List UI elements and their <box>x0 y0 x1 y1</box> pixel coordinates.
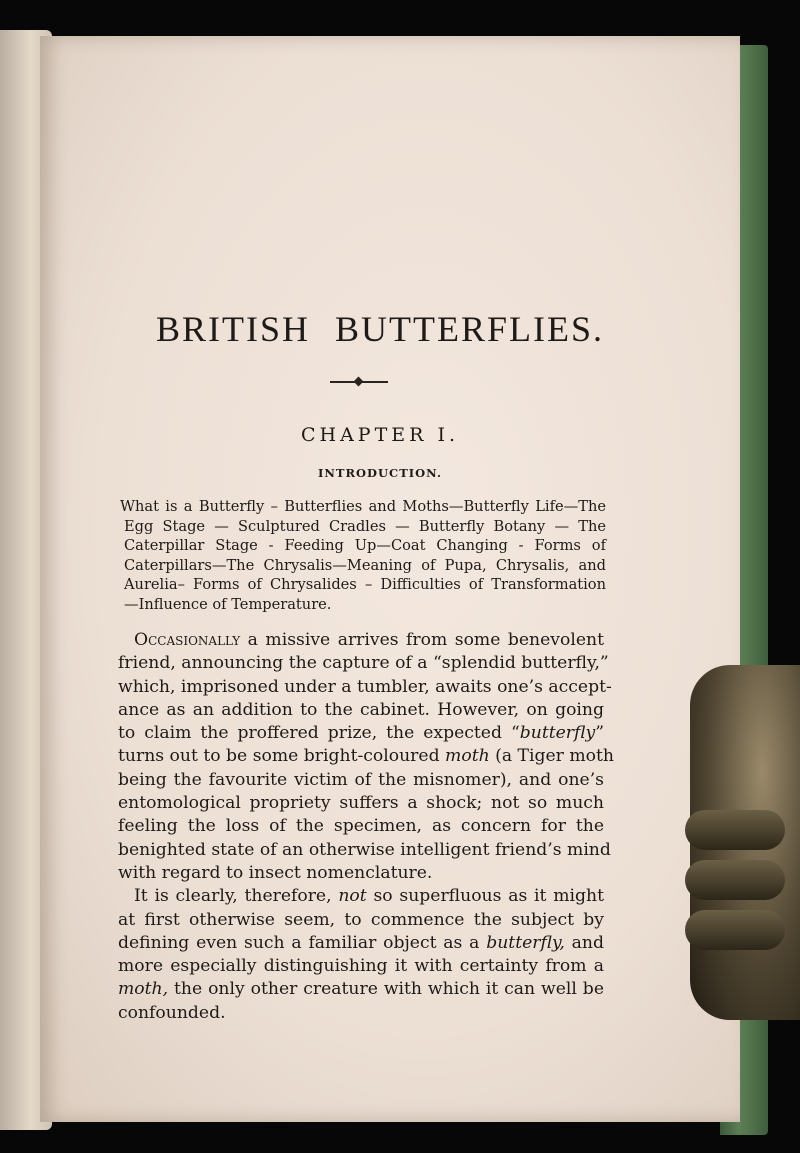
summary-line: Caterpillar Stage - Feeding Up—Coat Changing - Forms of <box>124 537 606 555</box>
body-line <box>118 909 604 932</box>
body-line <box>118 745 614 768</box>
text-run: (a Tiger moth <box>489 746 614 767</box>
text-run: being the favourite victim of the misnomer), and one’s <box>118 769 604 790</box>
italic-text: butterfly <box>519 723 596 744</box>
text-run: and <box>564 932 604 953</box>
body-line <box>118 862 604 885</box>
body-line <box>118 978 604 1001</box>
text-run: confounded. <box>118 1002 226 1023</box>
text-run: ” <box>595 723 604 744</box>
body-line <box>118 885 604 908</box>
body-line <box>118 955 604 978</box>
text-run: benighted state of an otherwise intelligent friend’s mind <box>118 839 611 860</box>
summary-line: —Influence of Temperature. <box>124 595 332 613</box>
text-run: feeling the loss of the specimen, as concern for the <box>118 816 604 837</box>
italic-text: not <box>338 886 367 907</box>
italic-text: moth, <box>118 979 169 1000</box>
summary-line: Aurelia– Forms of Chrysalides – Difficulties of Transformation <box>124 576 606 594</box>
body-line <box>118 629 604 652</box>
body-line <box>118 839 611 862</box>
text-run: to claim the proffered prize, the expected “ <box>118 723 520 744</box>
body-line <box>118 792 604 815</box>
body-line <box>118 699 604 722</box>
clamp-finger <box>685 910 785 950</box>
body-line <box>118 652 609 675</box>
body-line <box>118 932 604 955</box>
text-run: a missive arrives from some benevolent <box>240 630 604 650</box>
text-run: which, imprisoned under a tumbler, awaits one’s accept- <box>118 676 612 697</box>
text-run: with regard to insect nomenclature. <box>118 862 433 883</box>
text-run: defining even such a familiar object as a <box>118 932 487 953</box>
ornament-divider <box>330 381 388 383</box>
italic-text: moth <box>445 746 490 767</box>
text-run: It is clearly, therefore, <box>134 886 339 907</box>
italic-text: butterfly, <box>486 932 565 953</box>
clamp-finger <box>685 810 785 850</box>
body-line <box>118 769 604 792</box>
text-run: ance as an addition to the cabinet. However, on going <box>118 699 604 720</box>
text-run: entomological propriety suffers a shock; not so much <box>118 793 604 814</box>
text-run: at first otherwise seem, to commence the subject by <box>118 909 604 930</box>
text-run: friend, announcing the capture of a “splendid butterfly,” <box>118 653 609 674</box>
summary-line: What is a Butterfly – Butterflies and Moths—Butterfly Life—The <box>120 498 606 515</box>
body-line <box>118 1002 604 1025</box>
section-heading: INTRODUCTION. <box>318 466 442 480</box>
chapter-heading: CHAPTER I. <box>300 424 460 446</box>
small-caps-text: Occasionally <box>134 630 241 650</box>
text-run: the only other creature with which it can well be <box>168 979 604 1000</box>
text-run: more especially distinguishing it with certainty from a <box>118 956 604 977</box>
book-title: BRITISH BUTTERFLIES. <box>155 309 604 349</box>
body-line <box>118 676 612 699</box>
text-run: turns out to be some bright-coloured <box>118 746 446 767</box>
body-text <box>118 629 614 1025</box>
chapter-summary <box>120 497 606 615</box>
body-line <box>118 722 604 745</box>
body-line <box>118 815 604 838</box>
summary-line: Caterpillars—The Chrysalis—Meaning of Pupa, Chrysalis, and <box>124 556 606 574</box>
clamp-finger <box>685 860 785 900</box>
summary-line: Egg Stage — Sculptured Cradles — Butterfly Botany — The <box>124 517 606 535</box>
text-run: so superfluous as it might <box>366 886 604 907</box>
